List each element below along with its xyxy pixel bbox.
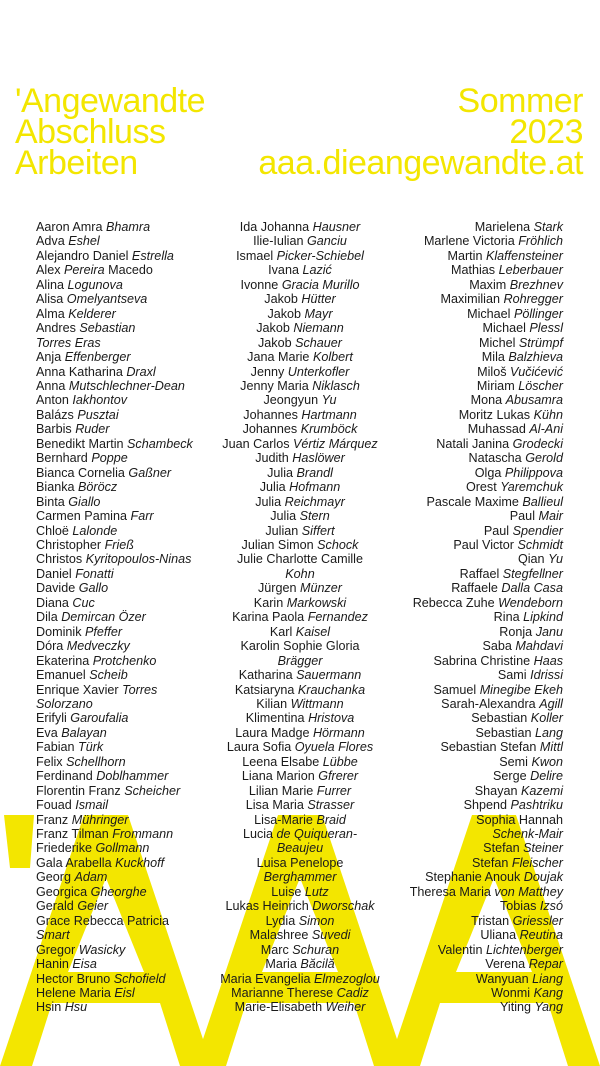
name-entry: Ismael Picker-Schiebel [236,248,364,263]
name-entry: Jakob Schauer [257,335,343,350]
name-entry: Jakob Niemann [256,321,344,336]
header-line-abschluss: Abschluss [15,113,166,151]
name-entry: Valentin Lichtenberger [437,942,563,957]
name-entry: Leena Elsabe Lübbe [242,754,358,769]
name-entry: Liana Marion Gfrerer [241,769,359,784]
name-entry: Anja Effenberger [36,350,131,365]
name-entry: Bianca Cornelia Gaßner [36,465,172,480]
name-entry: Helene Maria Eisl [36,986,135,1001]
name-entry: Erifyli Garoufalia [36,711,129,726]
name-entry: Enrique Xavier Torres [36,682,158,697]
name-entry: Julia Reichmayr [255,494,345,509]
name-entry: Judith Haslöwer [255,451,345,466]
name-entry: Johannes Krumböck [242,422,358,437]
name-entry: Ilie-Iulian Ganciu [253,234,347,249]
name-entry: Serge Delire [492,769,563,784]
name-entry: Raffael Stegfellner [459,566,563,581]
name-entry: Jürgen Münzer [257,581,342,596]
name-entry: Mathias Leberbauer [450,263,563,278]
name-entry: Luise Lutz [271,884,329,899]
name-entry: Lydia Simon [265,913,335,928]
name-entry: Maria Băcilă [265,957,335,972]
name-entry: Klimentina Hristova [245,711,355,726]
name-entry: Saba Mahdavi [482,639,563,654]
name-entry: Christopher Frieß [36,537,134,552]
name-entry: Maximilian Rohregger [440,292,563,307]
name-entry: Wonmi Kang [491,986,563,1001]
name-entry: Alisa Omelyantseva [36,292,148,307]
name-entry: Diana Cuc [36,595,95,610]
name-entry: Shayan Kazemi [474,783,563,798]
name-entry: Natali Janina Grodecki [436,436,563,451]
header-line-angewandte: 'Angewandte [15,82,206,120]
name-entry: Sophia Hannah [476,812,563,827]
name-entry: Julia Hofmann [259,480,341,495]
name-entry: Miloš Vučićević [477,364,563,379]
name-entry: Kohn [285,566,315,581]
name-entry: Davide Gallo [36,581,109,596]
name-entry: Chloë Lalonde [36,523,118,538]
name-entry: Gregor Wasicky [36,942,126,957]
name-entry: Pascale Maxime Ballieul [426,494,563,509]
name-entry: Juan Carlos Vértiz Márquez [222,436,378,451]
name-entry: Barbis Ruder [36,422,110,437]
name-entry: Stephanie Anouk Doujak [425,870,563,885]
header-line-year: 2023 [509,113,583,151]
name-entry: Grace Rebecca Patricia [36,913,169,928]
name-entry: Gala Arabella Kuckhoff [36,855,165,870]
name-entry: Sabrina Christine Haas [433,653,563,668]
name-entry: Aaron Amra Bhamra [36,220,151,234]
name-entry: Marlene Victoria Fröhlich [423,234,563,249]
name-entry: Tristan Griessler [471,913,563,928]
name-entry: Fouad Ismail [36,798,109,813]
name-entry: Sarah-Alexandra Agill [441,696,563,711]
name-entry: Ivonne Gracia Murillo [240,277,360,292]
name-entry: Julie Charlotte Camille [237,552,363,567]
name-entry: Shpend Pashtriku [463,798,563,813]
name-entry: Paul Mair [509,509,563,524]
name-entry: Semi Kwon [499,754,563,769]
name-entry: Jakob Mayr [267,306,333,321]
name-entry: Theresa Maria von Matthey [409,884,563,899]
name-entry: Felix Schellhorn [36,754,126,769]
name-entry: Ronja Janu [499,624,563,639]
name-entry: Emanuel Scheib [36,668,128,683]
name-entry: Alejandro Daniel Estrella [36,248,174,263]
name-entry: Lisa Maria Strasser [245,798,355,813]
name-entry: Sami Idrissi [497,668,563,683]
name-entry: Ivana Lazić [268,263,332,278]
name-entry: Hsin Hsu [36,1000,88,1015]
name-entry: Michael Pöllinger [467,306,563,321]
name-entry: Benedikt Martin Schambeck [36,436,193,451]
name-entry: Dila Demircan Özer [36,610,146,625]
name-entry: Michel Strümpf [479,335,563,350]
name-entry: Torres Eras [36,335,101,350]
name-entry: Dominik Pfeffer [36,624,123,639]
name-entry: Karolin Sophie Gloria [240,639,360,654]
name-entry: Jakob Hütter [264,292,336,307]
name-entry: Lilian Marie Furrer [248,783,352,798]
name-entry: Bianka Böröcz [36,480,118,495]
name-entry: Maxim Brezhnev [469,277,563,292]
name-entry: Luisa Penelope [256,855,344,870]
header-line-arbeiten: Arbeiten [15,144,138,182]
name-entry: Florentin Franz Scheicher [36,783,181,798]
name-entry: Wanyuan Liang [475,971,563,986]
name-entry: Alma Kelderer [36,306,116,321]
header-line-sommer: Sommer [457,82,583,120]
name-entry: Laura Madge Hörmann [235,725,365,740]
name-entry: Anna Katharina Draxl [36,364,156,379]
name-entry: Gerald Geier [36,899,109,914]
name-entry: Jenny Maria Niklasch [240,378,360,393]
logo-apostrophe [4,815,34,868]
name-entry: Marc Schuran [260,942,340,957]
name-entry: Ida Johanna Hausner [239,220,361,234]
name-entry: Anna Mutschlechner-Dean [36,378,185,393]
name-entry: Rina Lipkind [493,610,563,625]
name-entry: Sebastian Koller [471,711,563,726]
name-entry: Berghammer [263,870,337,885]
name-entry: Stefan Fleischer [471,855,563,870]
name-entry: Jana Marie Kolbert [247,350,353,365]
name-entry: Natascha Gerold [468,451,563,466]
name-entry: Anton Iakhontov [36,393,128,408]
name-entry: Marielena Stark [474,220,563,234]
name-entry: Miriam Löscher [476,378,563,393]
name-entry: Jeongyun Yu [263,393,337,408]
name-entry: Adva Eshel [36,234,100,249]
name-entry: Julian Siffert [265,523,335,538]
name-entry: Friederike Gollmann [36,841,150,856]
name-entry: Martin Klaffensteiner [447,248,563,263]
name-entry: Tobias Izsó [499,899,563,914]
name-entry: Solorzano [36,696,93,711]
name-entry: Mila Balzhieva [481,350,563,365]
header-title-left [15,82,206,182]
name-entry: Lukas Heinrich Dworschak [225,899,375,914]
name-entry: Stefan Steiner [483,841,563,856]
name-entry: Julia Stern [270,509,330,524]
name-entry: Lucia de Quiqueran- [242,827,358,842]
name-entry: Binta Giallo [36,494,101,509]
name-entry: Christos Kyritopoulos-Ninas [36,552,192,567]
name-entry: Sebastian Stefan Mittl [440,740,563,755]
name-entry: Ferdinand Doblhammer [36,769,169,784]
name-entry: Marianne Therese Cadiz [231,986,369,1001]
name-entry: Julian Simon Schock [241,537,359,552]
name-entry: Moritz Lukas Kühn [458,407,563,422]
name-entry: Hanin Eisa [36,957,97,972]
name-entry: Samuel Minegibe Ekeh [433,682,563,697]
names-column-right [373,220,563,1015]
name-entry: Daniel Fonatti [36,566,114,581]
name-entry: Alex Pereira Macedo [36,263,153,278]
name-entry: Rebecca Zuhe Wendeborn [412,595,563,610]
name-entry: Lisa-Marie Braid [254,812,346,827]
name-entry: Andres Sebastian [36,321,136,336]
name-entry: Julia Brandl [267,465,333,480]
header-website-link[interactable]: aaa.dieangewandte.at [258,144,583,182]
name-entry: Marie-Elisabeth Weiher [234,1000,366,1015]
name-entry: Katsiaryna Krauchanka [234,682,366,697]
name-entry: Raffaele Dalla Casa [451,581,563,596]
name-entry: Bernhard Poppe [36,451,128,466]
name-entry: Schenk-Mair [492,827,563,842]
name-entry: Eva Balayan [36,725,107,740]
name-entry: Carmen Pamina Farr [36,509,154,524]
names-column-center [205,220,395,1015]
name-entry: Malashree Suvedi [249,928,351,943]
name-entry: Franz Tilman Frommann [36,827,174,842]
name-entry: Georgica Gheorghe [36,884,147,899]
name-entry: Karl Kaisel [269,624,331,639]
name-entry: Olga Philippova [474,465,563,480]
name-entry: Paul Spendier [483,523,563,538]
name-entry: Karina Paola Fernandez [232,610,368,625]
name-entry: Paul Victor Schmidt [453,537,563,552]
name-entry: Beaujeu [276,841,324,856]
name-entry: Orest Yaremchuk [465,480,563,495]
name-entry: Uliana Reutina [480,928,563,943]
name-entry: Balázs Pusztai [36,407,119,422]
name-entry: Brägger [277,653,323,668]
header-title-right [258,82,583,182]
name-entry: Qian Yu [517,552,563,567]
name-entry: Mona Abusamra [470,393,563,408]
name-entry: Sebastian Lang [475,725,563,740]
name-entry: Yiting Yang [499,1000,563,1015]
name-entry: Ekaterina Protchenko [36,653,157,668]
name-entry: Georg Adam [36,870,108,885]
name-entry: Smart [36,928,70,943]
name-entry: Maria Evangelia Elmezoglou [220,971,380,986]
name-entry: Dóra Medveczky [36,639,130,654]
name-entry: Katharina Sauermann [238,668,362,683]
name-entry: Michael Plessl [482,321,563,336]
names-column-left [36,220,226,1015]
name-entry: Fabian Türk [36,740,104,755]
name-entry: Muhassad Al-Ani [467,422,563,437]
name-entry: Karin Markowski [253,595,347,610]
name-entry: Alina Logunova [36,277,123,292]
name-entry: Verena Repar [485,957,563,972]
name-entry: Jenny Unterkofler [250,364,350,379]
name-entry: Franz Mühringer [36,812,129,827]
name-entry: Laura Sofia Oyuela Flores [226,740,374,755]
name-entry: Hector Bruno Schofield [36,971,166,986]
name-entry: Kilian Wittmann [256,696,344,711]
name-entry: Johannes Hartmann [243,407,357,422]
